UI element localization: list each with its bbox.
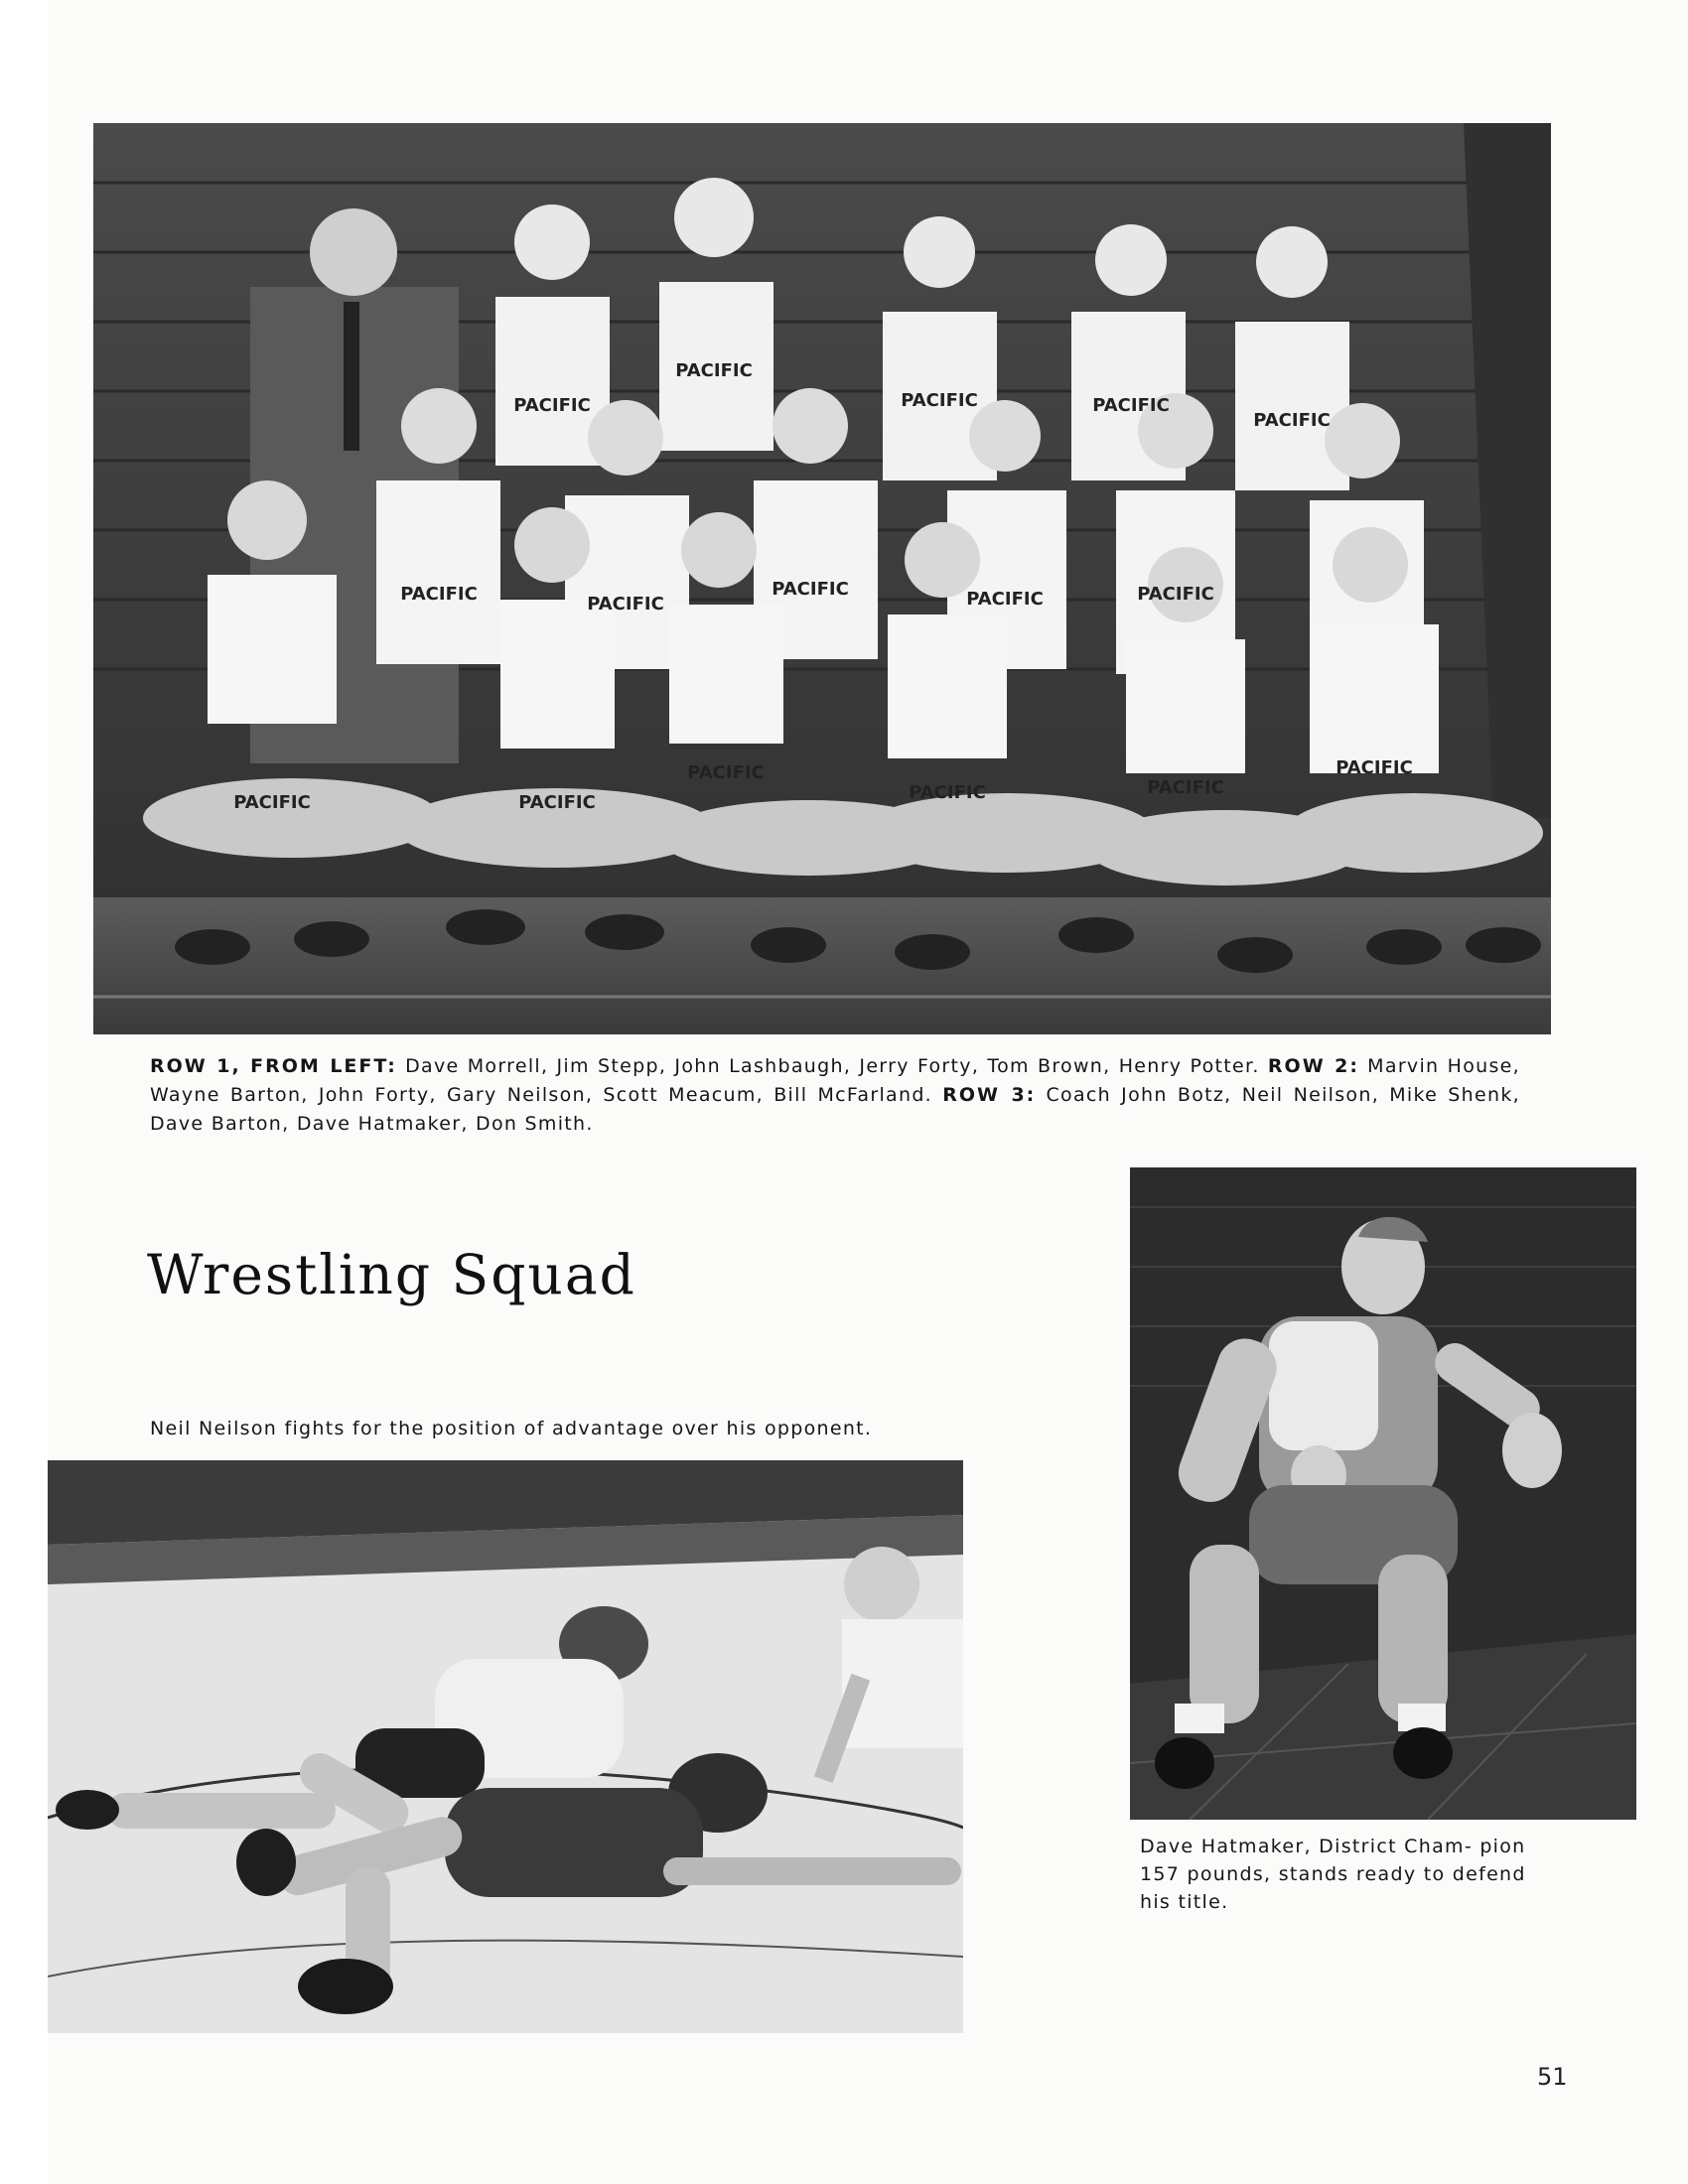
jersey-label: PACIFIC — [675, 360, 753, 381]
match-photo-caption: Neil Neilson fights for the position of advantage over his opponent. — [150, 1418, 873, 1439]
page-number: 51 — [1537, 2063, 1568, 2091]
match-photo — [48, 1460, 963, 2033]
jersey-label: PACIFIC — [587, 594, 664, 614]
champion-photo-caption: Dave Hatmaker, District Cham- pion 157 pounds, stands ready to defend his title. — [1140, 1836, 1526, 1913]
jersey-label: PACIFIC — [1336, 757, 1413, 778]
jersey-label: PACIFIC — [1092, 395, 1170, 416]
caption-row3-names: Coach John Botz, Neil Neilson, Mike Shenk, Dave Barton, Dave Hatmaker, Don Smith. — [150, 1084, 1520, 1135]
caption-row3-heading: ROW 3: — [942, 1084, 1037, 1106]
caption-row1-names: Dave Morrell, Jim Stepp, John Lashbaugh, Jerry Forty, Tom Brown, Henry Potter. — [396, 1055, 1268, 1077]
team-photo-caption — [150, 1052, 1520, 1139]
jersey-label: PACIFIC — [772, 579, 849, 600]
champion-photo — [1130, 1167, 1636, 1820]
match-photo-illustration — [48, 1460, 963, 2033]
champion-photo-illustration — [1130, 1167, 1636, 1820]
page-title: Wrestling Squad — [147, 1243, 636, 1306]
caption-row2-heading: ROW 2: — [1267, 1055, 1359, 1077]
caption-row2-names: Marvin House, Wayne Barton, John Forty, Gary Neilson, Scott Meacum, Bill McFarland. — [150, 1055, 1520, 1106]
team-photo — [93, 123, 1551, 1034]
jersey-label: PACIFIC — [901, 390, 978, 411]
jersey-label: PACIFIC — [687, 762, 765, 783]
jersey-label: PACIFIC — [233, 792, 311, 813]
jersey-label: PACIFIC — [1253, 410, 1331, 431]
yearbook-page — [48, 0, 1688, 2184]
jersey-label: PACIFIC — [966, 589, 1044, 610]
caption-row1-heading: ROW 1, FROM LEFT: — [150, 1055, 397, 1077]
jersey-label: PACIFIC — [1147, 777, 1224, 798]
team-photo-illustration — [93, 123, 1551, 1034]
jersey-label: PACIFIC — [1137, 584, 1214, 605]
jersey-label: PACIFIC — [518, 792, 596, 813]
jersey-label: PACIFIC — [909, 782, 986, 803]
jersey-label: PACIFIC — [400, 584, 478, 605]
jersey-label: PACIFIC — [513, 395, 591, 416]
